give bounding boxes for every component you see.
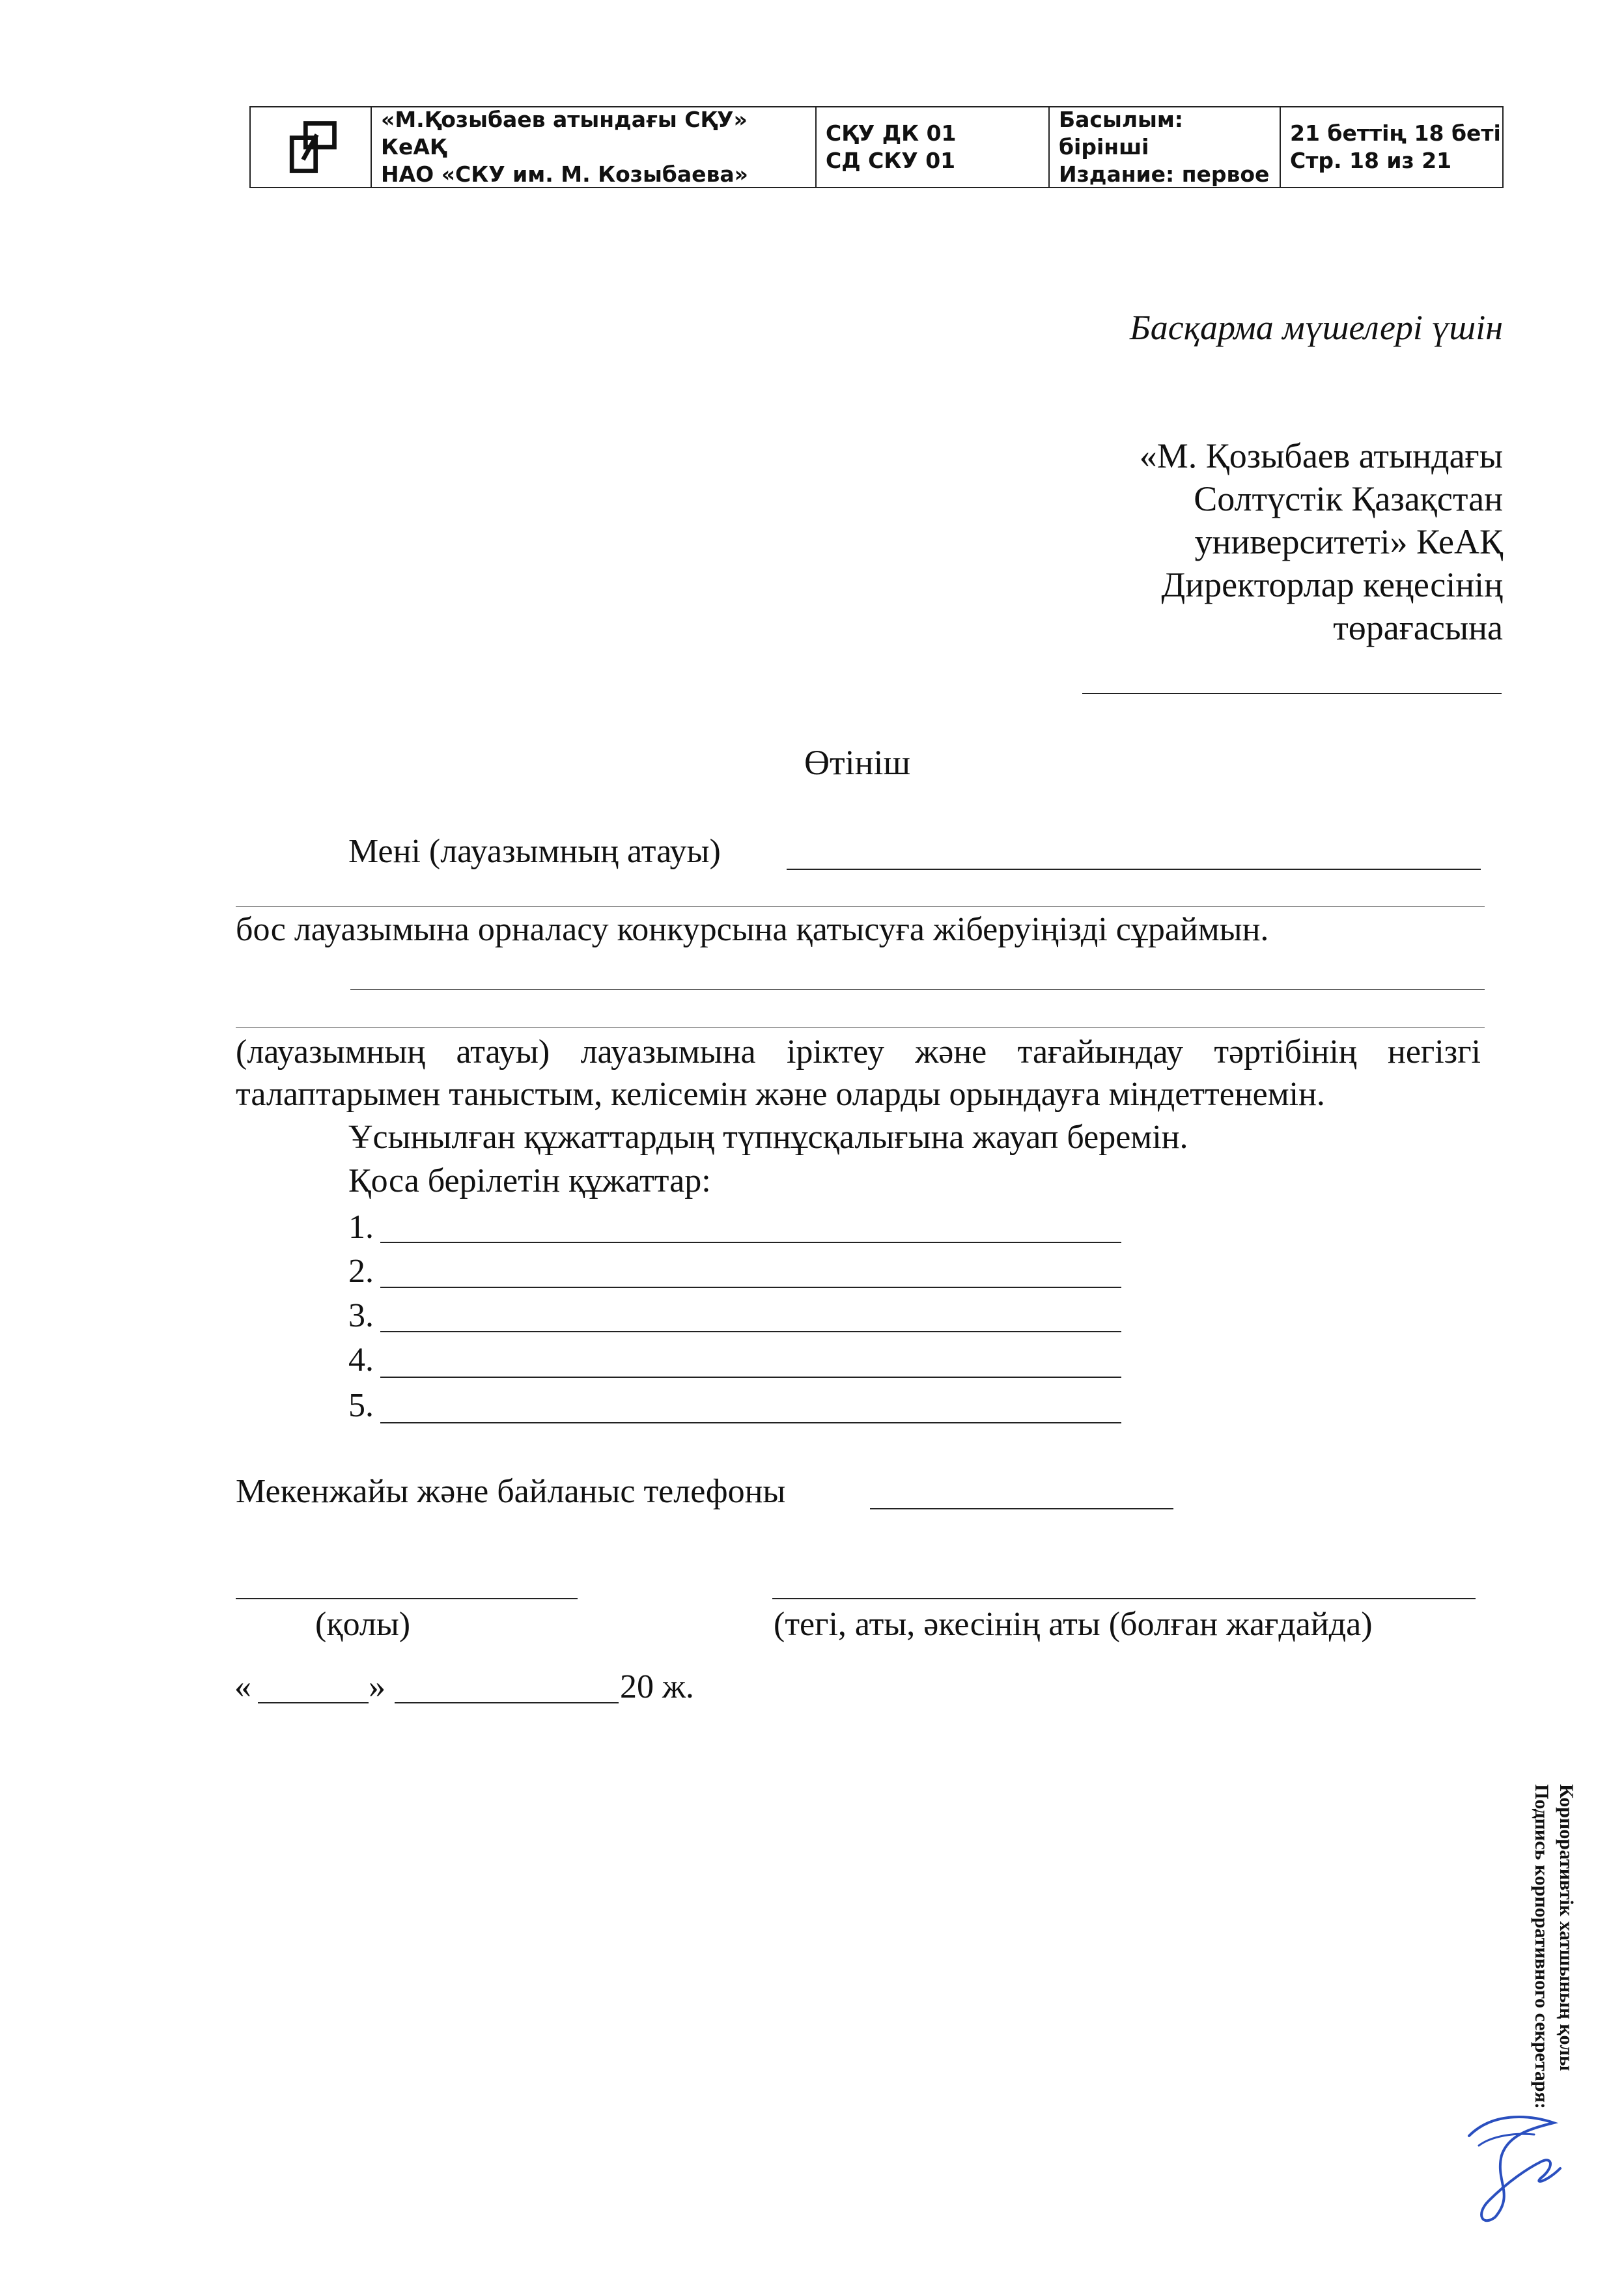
fullname-label: (тегі, аты, әкесінің аты (болған жағдайда): [774, 1606, 1373, 1643]
position-name-line-2[interactable]: [236, 906, 1485, 907]
header-page-cell: [1281, 107, 1502, 187]
addressee-name-line[interactable]: [1082, 693, 1502, 694]
body-position-intro: Мені (лауазымның атауы): [348, 833, 721, 870]
contact-line[interactable]: [870, 1508, 1173, 1509]
position-name-line-1[interactable]: [787, 869, 1481, 870]
header-org-kz: «М.Қозыбаев атындағы СҚУ» КеАҚ: [381, 107, 748, 160]
side-note-line-1: Корпоративтік хатшының қолы: [1556, 1784, 1577, 2071]
header-org-cell: [372, 107, 817, 187]
header-code-ru: СД СКУ 01: [826, 148, 956, 173]
attachment-number-5: 5.: [348, 1387, 374, 1424]
body-para2-line-2: талаптарымен таныстым, келісемін және оларды орындауға міндеттенемін.: [236, 1076, 1325, 1113]
document-title: Өтініш: [804, 743, 911, 782]
addressee-line-2: Солтүстік Қазақстан: [1194, 479, 1503, 518]
attachment-line-4[interactable]: [380, 1377, 1121, 1378]
header-code-cell: [817, 107, 1050, 187]
addressee-line-4: Директорлар кеңесінің: [1161, 565, 1503, 604]
addressee-line-5: төрағасына: [1333, 608, 1503, 647]
signature-line[interactable]: [236, 1598, 578, 1599]
signature-label: (қолы): [315, 1606, 411, 1643]
attachment-line-5[interactable]: [380, 1422, 1121, 1423]
body-request-line: бос лауазымына орналасу конкурсына қатысуға жіберуіңізді сұраймын.: [236, 911, 1269, 948]
document-header-table: [249, 106, 1504, 188]
body-attached-label: Қоса берілетін құжаттар:: [348, 1162, 711, 1199]
attachment-line-3[interactable]: [380, 1331, 1121, 1332]
attachment-number-3: 3.: [348, 1297, 374, 1334]
university-logo-icon: [279, 116, 342, 178]
attachment-number-4: 4.: [348, 1341, 374, 1379]
attachment-line-1[interactable]: [380, 1242, 1121, 1243]
header-page-ru: Стр. 18 из 21: [1290, 148, 1452, 173]
body-responsibility: Ұсынылған құжаттардың түпнұсқалығына жауап беремін.: [348, 1119, 1188, 1156]
header-org-ru: НАО «СКУ им. М. Козыбаева»: [381, 161, 748, 187]
body-para2-line-1: (лауазымның атауы) лауазымына іріктеу және тағайындау тәртібінің негізгі: [236, 1033, 1481, 1071]
blank-line-2[interactable]: [236, 1027, 1485, 1028]
side-note-line-2: Подпись корпоративного секретаря:: [1531, 1784, 1552, 2109]
blank-line-1[interactable]: [350, 989, 1485, 990]
date-close-quote: »: [369, 1668, 385, 1705]
header-logo-cell: [251, 107, 372, 187]
attachment-number-2: 2.: [348, 1253, 374, 1290]
addressee-line-1: «М. Қозыбаев атындағы: [1139, 436, 1503, 475]
addressee-block: [1140, 434, 1503, 649]
attachment-number-1: 1.: [348, 1209, 374, 1246]
header-code-kz: СҚУ ДК 01: [826, 120, 957, 146]
header-page-kz: 21 беттің 18 беті: [1290, 120, 1501, 146]
header-edition-cell: [1050, 107, 1281, 187]
header-edition-kz: Басылым: бірінші: [1059, 107, 1184, 160]
date-open-quote: «: [234, 1668, 251, 1705]
date-month-line[interactable]: [395, 1702, 619, 1703]
handwritten-signature-icon: [1456, 2097, 1573, 2227]
header-edition-ru: Издание: первое: [1059, 161, 1270, 187]
date-year-suffix: 20 ж.: [620, 1668, 694, 1705]
contact-label: Мекенжайы және байланыс телефоны: [236, 1473, 786, 1510]
for-board-note: Басқарма мүшелері үшін: [1129, 308, 1503, 347]
attachment-line-2[interactable]: [380, 1287, 1121, 1288]
addressee-line-3: университеті» КеАҚ: [1194, 522, 1503, 561]
fullname-line[interactable]: [772, 1598, 1476, 1599]
date-day-line[interactable]: [258, 1702, 369, 1703]
